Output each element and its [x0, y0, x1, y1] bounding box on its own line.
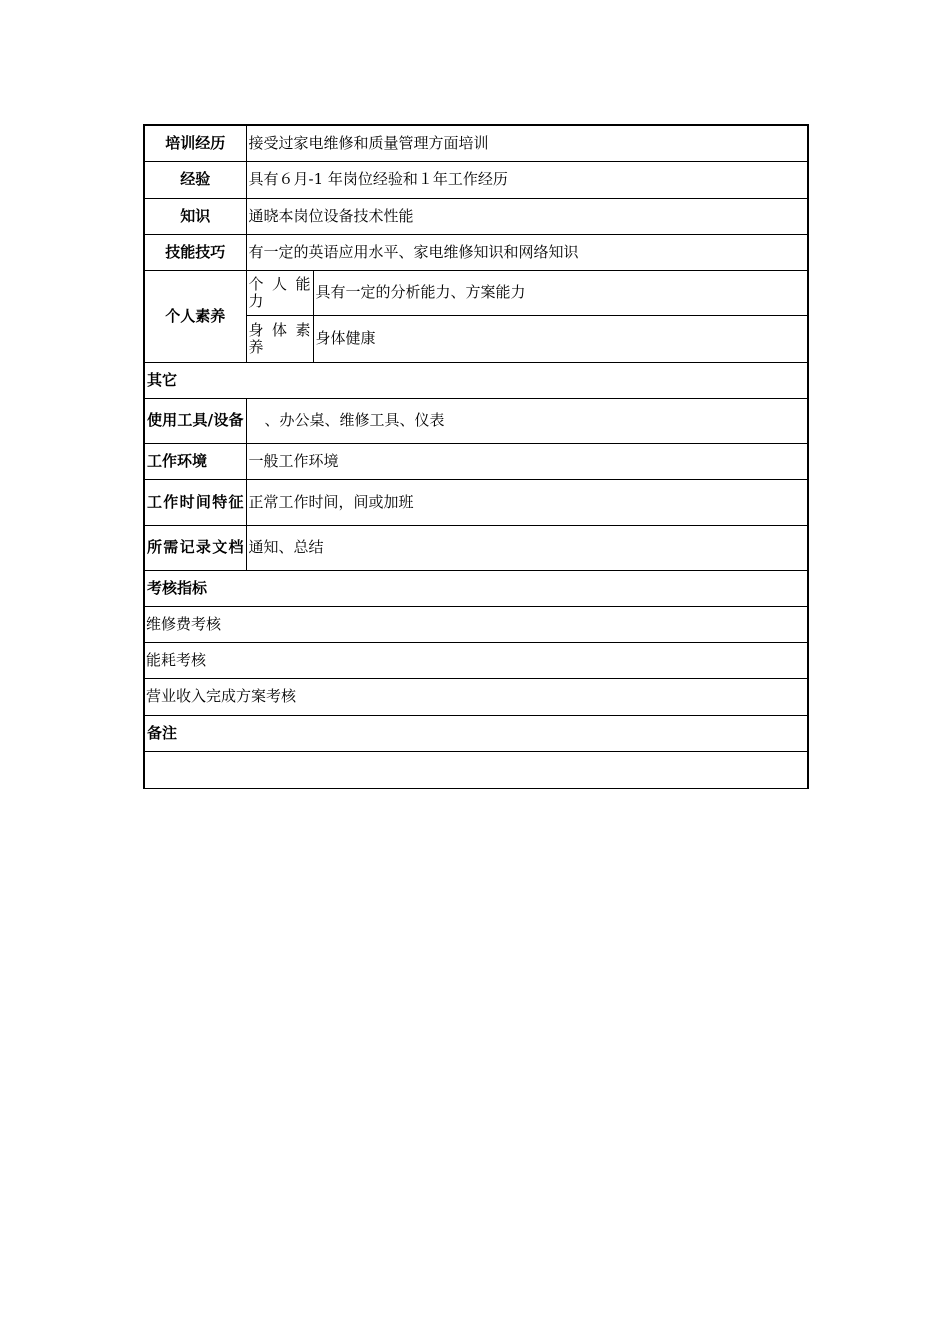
row-skills	[144, 234, 808, 270]
value-tools: 、办公桌、维修工具、仪表	[246, 398, 808, 443]
row-environment	[144, 443, 808, 479]
value-documents: 通知、总结	[246, 525, 808, 570]
value-environment: 一般工作环境	[246, 443, 808, 479]
label-documents: 所需记录文档	[144, 525, 246, 570]
label-work-time: 工作时间特征	[144, 479, 246, 525]
label-experience: 经验	[144, 161, 246, 198]
section-assessment-header	[144, 570, 808, 606]
assessment-item	[144, 606, 808, 642]
label-tools: 使用工具/设备	[144, 398, 246, 443]
value-experience: 具有６月-1 年岗位经验和１年工作经历	[246, 161, 808, 198]
row-experience	[144, 161, 808, 198]
row-work-time	[144, 479, 808, 525]
label-personal-ability: 个 人 能 力	[246, 270, 313, 315]
label-physical: 身 体 素 养	[246, 315, 313, 362]
job-requirements-table	[143, 124, 809, 789]
value-skills: 有一定的英语应用水平、家电维修知识和网络知识	[246, 234, 808, 270]
section-remarks-title: 备注	[144, 715, 808, 751]
row-knowledge	[144, 198, 808, 234]
label-personal-qualities: 个人素养	[144, 270, 246, 362]
label-training: 培训经历	[144, 125, 246, 161]
assessment-item-1: 维修费考核	[144, 606, 808, 642]
assessment-item	[144, 642, 808, 678]
row-training	[144, 125, 808, 161]
section-other-header	[144, 362, 808, 398]
row-personal-ability	[144, 270, 808, 315]
value-knowledge: 通晓本岗位设备技术性能	[246, 198, 808, 234]
label-knowledge: 知识	[144, 198, 246, 234]
row-remarks-content	[144, 751, 808, 788]
remarks-content	[144, 751, 808, 788]
value-work-time: 正常工作时间，间或加班	[246, 479, 808, 525]
assessment-item-2: 能耗考核	[144, 642, 808, 678]
assessment-item	[144, 678, 808, 715]
label-environment: 工作环境	[144, 443, 246, 479]
section-assessment-title: 考核指标	[144, 570, 808, 606]
job-description-sheet	[143, 124, 807, 789]
row-documents	[144, 525, 808, 570]
section-remarks-header	[144, 715, 808, 751]
label-skills: 技能技巧	[144, 234, 246, 270]
assessment-item-3: 营业收入完成方案考核	[144, 678, 808, 715]
section-other-title: 其它	[144, 362, 808, 398]
value-training: 接受过家电维修和质量管理方面培训	[246, 125, 808, 161]
value-physical: 身体健康	[313, 315, 808, 362]
value-personal-ability: 具有一定的分析能力、方案能力	[313, 270, 808, 315]
row-tools	[144, 398, 808, 443]
